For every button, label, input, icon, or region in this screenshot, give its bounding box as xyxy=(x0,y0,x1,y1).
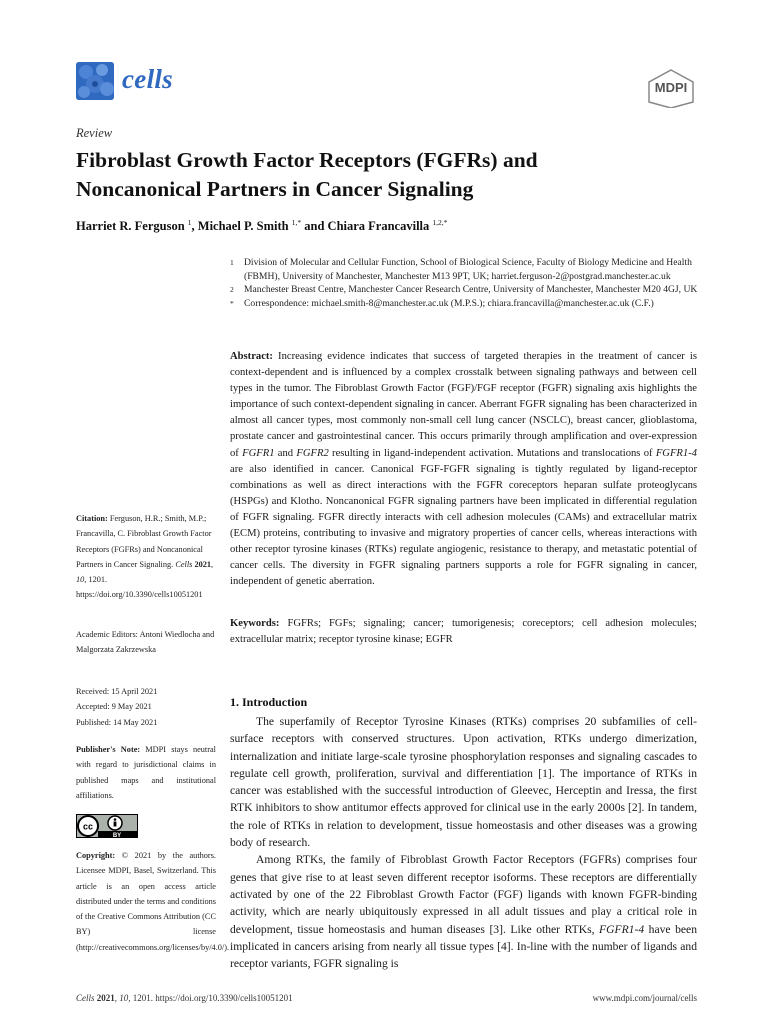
affiliation-text: Division of Molecular and Cellular Function, School of Biological Science, Faculty of Biology Medicine and Health (FBMH), University of Manchester, Manchester M13 9PT, UK; harriet.ferguson-2@postgrad.manchester.ac.uk xyxy=(244,257,692,282)
citation-journal: Cells xyxy=(175,559,193,569)
journal-name: cells xyxy=(122,64,173,94)
correspondence-text: Correspondence: michael.smith-8@manchester.ac.uk (M.P.S.); chiara.francavilla@manchester.ac.uk (C.F.) xyxy=(244,297,654,309)
abstract xyxy=(230,349,697,590)
license-badge: BY xyxy=(112,832,122,838)
cc-by-license-icon[interactable] xyxy=(76,814,138,838)
gene-name: FGFR1-4 xyxy=(599,922,645,936)
publisher-note-label: Publisher's Note: xyxy=(76,745,141,754)
affiliation-item xyxy=(230,297,700,311)
keywords xyxy=(230,616,697,648)
affiliation-mark: * xyxy=(230,298,234,308)
received-date: Received: 15 April 2021 xyxy=(76,687,158,696)
citation-label: Citation: xyxy=(76,514,108,523)
abstract-text: resulting in ligand-independent activation. Mutations and translocations of xyxy=(328,447,656,459)
paragraph-text: have been implicated in cancers arising from nearly all tissue types [4]. In-line with the number of ligands and receptor variants, FGFR signaling is xyxy=(230,922,697,971)
copyright-block xyxy=(76,848,230,955)
paragraph xyxy=(230,851,697,972)
author-list: Harriet R. Ferguson $^1$, Michael P. Smith $^{1,*}$ and Chiara Francavilla $^{1,2,*}$ xyxy=(76,218,448,234)
paragraph: The superfamily of Receptor Tyrosine Kinases (RTKs) comprises 20 subfamilies of cell-surface receptors with conserved structures. Upon activation, RTKs undergo dimerization, internalization and initiate large-scale tyrosine phosphorylation responses and signaling cascades to regulate cell growth, proliferation, survival and differentiation [1]. The importance of RTKs in cancer was established with the successful introduction of Gleevec, Herceptin and Iressa, the first RTK inhibitors to show antitumor effects approved for clinical use in the early 2000s [2]. In tandem, the role of RTKs in relation to development, tissue homeostasis and other diseases was a growing body of research. xyxy=(230,715,697,850)
citation-year: 2021 xyxy=(192,559,212,569)
introduction-body xyxy=(230,713,697,972)
affiliations xyxy=(230,256,700,310)
gene-name: FGFR2 xyxy=(296,447,329,459)
abstract-text: are also identified in cancer. Canonical FGF-FGFR signaling is tightly regulated by ligand-receptor combinations as well as direct interactions with the FGFR coreceptors heparan sulfate proteoglycans (HSPGs) and Klotho. Noncanonical FGFR signaling partners have been implicated in differential regulation of FGFR signaling. FGFR directly interacts with cell adhesion molecules (CAMs) and extracellular matrix (ECM) proteins, contributing to invasive and migratory properties of cancer cells, whereas interactions with other receptor tyrosine kinases (RTKs) regulate angiogenic, resistance to therapy, and metastatic potential of cancer cells. The diversity in FGFR signaling partners supports a role for FGFR signaling in cancer, independent of genetic aberration. xyxy=(230,463,697,588)
accepted-date: Accepted: 9 May 2021 xyxy=(76,702,152,712)
paragraph-text: Among RTKs, the family of Fibroblast Growth Factor Receptors (FGFRs) comprises four genes that give rise to at least seven different receptor isoforms. These receptors are differentially activated by one of the 22 Fibroblast Growth Factor (FGF) ligands with known FGFR-binding activity, which are nearly ubiquitously expressed in all adult tissues and play a critical role in development, tissue homeostasis and human diseases [3]. Like other RTKs, xyxy=(230,853,697,936)
footer-year: 2021 xyxy=(94,993,115,1003)
author-name[interactable]: Harriet R. Ferguson xyxy=(76,219,185,234)
publisher-note xyxy=(76,742,216,803)
author-affiliation-mark: 1 xyxy=(187,218,192,227)
publisher-note-text: MDPI stays neutral with regard to jurisdictional claims in published maps and institutional affiliations. xyxy=(76,745,216,800)
section-heading: 1. Introduction xyxy=(230,695,308,709)
footer-journal: Cells xyxy=(76,993,95,1003)
abstract-text: Increasing evidence indicates that success of targeted therapies in the treatment of cancer is context-dependent and is influenced by a complex crosstalk between signaling pathways and between cell types in the tumor. The Fibroblast Growth Factor (FGF)/FGF receptor (FGFR) signaling axis highlights the importance of such context-dependent signaling in cancer. Aberrant FGFR signaling has been characterized in almost all cancer types, most commonly non-small cell lung cancer (NSCLC), breast cancer, glioblastoma, prostate cancer and gastrointestinal cancer. This occurs primarily through amplification and over-expression of xyxy=(230,351,697,459)
author-name[interactable]: Chiara Francavilla xyxy=(327,219,430,234)
article-type: Review xyxy=(76,126,113,140)
footer-volume: , 10, xyxy=(114,993,131,1003)
citation-text: Ferguson, H.R.; Smith, M.P.; Francavilla, C. Fibroblast Growth Factor Receptors (FGFRs) and Noncanonical Partners in Cancer Signaling. xyxy=(76,514,212,569)
dates-block xyxy=(76,684,216,730)
affiliation-item xyxy=(230,283,700,297)
mdpi-logo-icon xyxy=(645,68,697,108)
affiliation-mark: 1 xyxy=(230,258,234,267)
affiliation-mark: 2 xyxy=(230,285,234,295)
gene-name: FGFR1-4 xyxy=(655,447,698,459)
footer-journal-url[interactable]: www.mdpi.com/journal/cells xyxy=(592,993,697,1003)
footer-doi-link[interactable]: 1201. https://doi.org/10.3390/cells10051201 xyxy=(130,993,293,1003)
publisher-name: MDPI xyxy=(654,80,688,95)
svg-text:cc: cc xyxy=(82,821,94,832)
abstract-label: Abstract: xyxy=(230,351,273,362)
keywords-text: FGFRs; FGFs; signaling; cancer; tumorigenesis; coreceptors; cell adhesion molecules; extracellular matrix; receptor tyrosine kinase; EGFR xyxy=(230,618,697,646)
keywords-label: Keywords: xyxy=(230,618,280,629)
citation-volume: , 10, xyxy=(76,559,214,585)
copyright-label: Copyright: xyxy=(76,851,116,860)
title-line-2: Noncanonical Partners in Cancer Signaling xyxy=(76,177,474,201)
copyright-text: © 2021 by the authors. Licensee MDPI, Basel, Switzerland. This article is an open access article distributed under the terms and conditions of the Creative Commons Attribution (CC BY) license (http://creativecommons.org/licenses/by/4.0/). xyxy=(76,851,230,952)
citation-doi-link[interactable]: 1201. https://doi.org/10.3390/cells10051201 xyxy=(76,575,203,600)
article-title xyxy=(76,146,696,204)
author-affiliation-mark: 1,2,* xyxy=(432,218,448,227)
title-line-1: Fibroblast Growth Factor Receptors (FGFRs) and xyxy=(76,148,538,172)
footer-citation xyxy=(76,993,293,1003)
affiliation-item xyxy=(230,256,700,283)
author-name[interactable]: Michael P. Smith xyxy=(197,219,289,234)
author-affiliation-mark: 1,* xyxy=(291,218,302,227)
gene-name: FGFR1 xyxy=(242,447,275,459)
citation-block xyxy=(76,511,216,603)
published-date: Published: 14 May 2021 xyxy=(76,717,158,727)
affiliation-text: Manchester Breast Centre, Manchester Cancer Research Centre, University of Manchester, Manchester M20 4GJ, UK xyxy=(244,284,698,296)
abstract-text: and xyxy=(274,447,297,459)
academic-editors: Academic Editors: Antoni Wiedlocha and Malgorzata Zakrzewska xyxy=(76,630,215,655)
journal-logo-icon xyxy=(76,62,114,100)
